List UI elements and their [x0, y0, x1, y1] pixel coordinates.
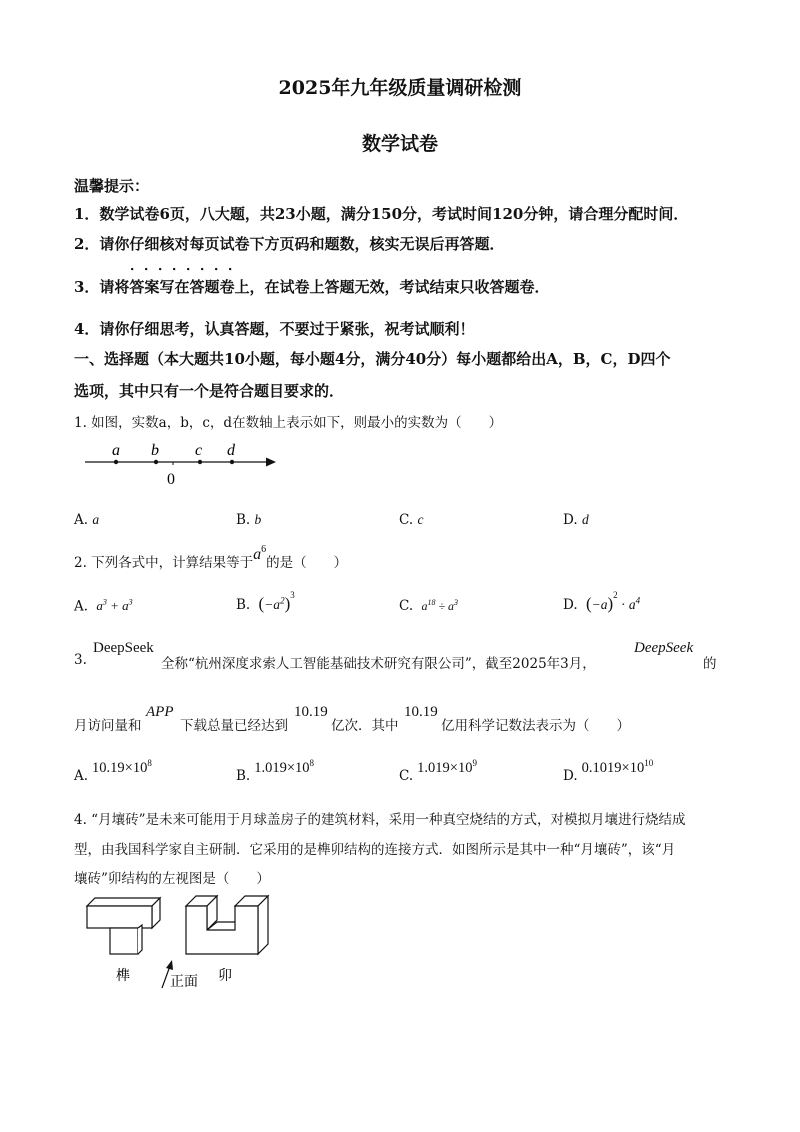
q3-option-c: C. $1.019\times 10^9$: [399, 758, 477, 784]
q3-num1: 10.19: [294, 704, 328, 720]
q2-option-c: C. $a^{18} \div a^3$: [399, 598, 459, 614]
front-arrow-head-icon: [166, 960, 173, 970]
front-label: 正面: [170, 975, 198, 990]
tip-item-3: 3．请将答案写在答题卷上，在试卷上答题无效，考试结束只收答题卷．: [74, 278, 550, 296]
point-a: [114, 460, 118, 464]
q2-stem: 2. 下列各式中，计算结果等于$a^6$的是（ ）: [74, 543, 348, 571]
section-heading-line2: 选项，其中只有一个是符合题目要求的．: [74, 382, 345, 400]
q1-option-b: B. b: [236, 512, 262, 528]
q3-brand-italic: DeepSeek: [634, 640, 694, 656]
q3-brand-upright: DeepSeek: [93, 640, 154, 656]
q3-line2-mid2: 亿次．其中: [331, 718, 399, 734]
q3-num2: 10.19: [404, 704, 438, 720]
exam-subtitle: 数学试卷: [361, 133, 438, 155]
q3-option-b: B. $1.019\times 10^8$: [236, 758, 315, 784]
q1-option-a: A. a: [74, 512, 100, 528]
label-c: c: [195, 442, 203, 459]
arrow-head-icon: [266, 458, 276, 467]
emphasis-dots: ．．．．．．．．: [130, 258, 249, 274]
tenon-label: 榫: [116, 969, 130, 984]
front-arrow: [162, 966, 170, 988]
q3-number: 3.: [74, 652, 87, 668]
tip-item-4: 4．请你仔细思考，认真答题，不要过于紧张，祝考试顺利！: [74, 320, 475, 338]
q3-line1-end: 的: [703, 656, 717, 672]
point-d: [230, 460, 234, 464]
origin-label: 0: [167, 471, 175, 488]
tips-heading: 温馨提示：: [74, 177, 150, 195]
q4-line2: 型，由我国科学家自主研制．它采用的是榫卯结构的连接方式．如图所示是其中一种“月壤砖”，该“月: [74, 842, 676, 858]
q3-line2-end: 亿用科学记数法表示为（ ）: [441, 718, 630, 734]
q4-tenon-mortise-figure: [82, 892, 282, 992]
q3-line1-mid: 全称“杭州深度求索人工智能基础技术研究有限公司”，截至2025年3月，: [161, 656, 596, 672]
q4-line3: 壤砖”卯结构的左视图是（ ）: [74, 871, 270, 887]
q3-app: APP: [146, 704, 174, 720]
exam-title: 2025年九年级质量调研检测: [278, 77, 522, 99]
q2-option-d: D. $(-a)^2 \cdot a^4$: [563, 589, 641, 613]
point-b: [154, 460, 158, 464]
q3-option-d: D. $0.1019\times 10^{10}$: [563, 758, 654, 784]
q1-option-d: D. d: [563, 512, 589, 528]
q1-option-c: C. c: [399, 512, 424, 528]
q1-number-line: [80, 438, 290, 490]
mortise-block: [186, 896, 268, 954]
q3-line2-start: 月访问量和: [74, 718, 142, 734]
q3-option-a: A. $10.19\times 10^8$: [74, 758, 152, 784]
q4-line1: 4. “月壤砖”是未来可能用于月球盖房子的建筑材料，采用一种真空烧结的方式，对模拟月壤进行烧结成: [74, 812, 686, 828]
label-d: d: [227, 442, 235, 459]
q2-option-a: A. $a^3 + a^3$: [74, 598, 133, 615]
mortise-label: 卯: [218, 969, 232, 984]
section-heading-line1: 一、选择题（本大题共10小题，每小题4分，满分40分）每小题都给出A，B，C，D四个: [74, 350, 671, 368]
tip-item-1: 1．数学试卷6页，八大题，共23小题，满分150分，考试时间120分钟，请合理分配时间．: [74, 205, 689, 223]
label-b: b: [151, 442, 159, 459]
q1-stem: 1. 如图，实数a，b，c，d在数轴上表示如下，则最小的实数为（ ）: [74, 415, 503, 431]
q2-option-b: B. $(-a^2)^3$: [236, 589, 295, 613]
tenon-block: [87, 898, 160, 954]
label-a: a: [112, 442, 120, 459]
q3-line2-mid: 下载总量已经达到: [180, 718, 288, 734]
tip-item-2: 2．请你仔细核对每页试卷下方页码和题数，核实无误后再答题．: [74, 235, 505, 253]
point-c: [198, 460, 202, 464]
